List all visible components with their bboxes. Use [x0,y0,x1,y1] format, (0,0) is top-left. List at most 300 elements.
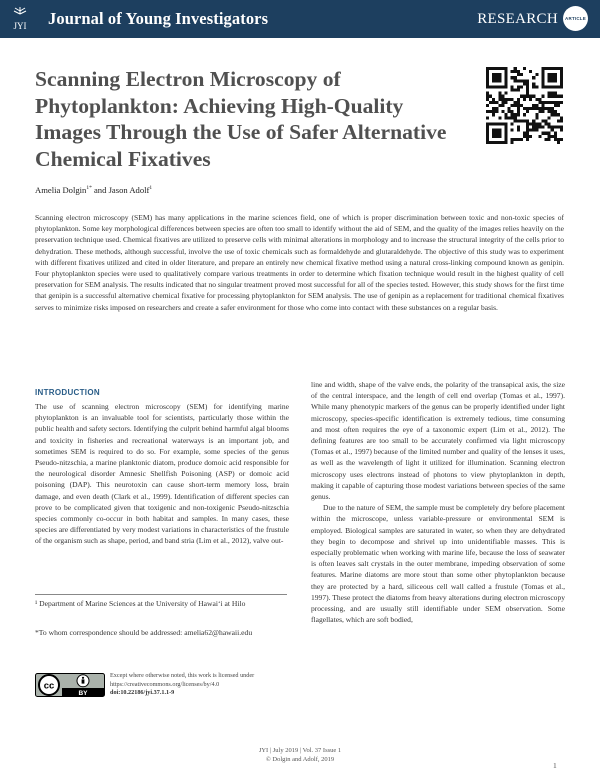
qr-module [557,119,560,122]
qr-module [514,119,517,122]
abstract: Scanning electron microscopy (SEM) has many applications in the marine sciences field, one of which is proper discrimination between toxic and non-toxic species of phytoplankton. Some key morphological differences between species are often too small to identify without the aid of SEM, and the quality of the images relies heavily on the preservation technique used. Chemical fixatives are utilized to preserve cells with minimal alterations in morphology and to increase the structural integrity of the cells prior to dehydration. These methods, although successful, involve the use of toxic chemicals such as formaldehyde and glutaraldehyde. The objective of this study was to experiment with different fixatives utilized and cited in older literature, and prepare an entirely new chemical fixative method using a natural cross-linking compound known as genipin. Four phytoplankton species were used to qualitatively compare various treatments in order to determine which fixation technique would result in the highest quality of cell preservation for SEM analysis. The results indicated that no singular treatment proved most successful for all of the species tested. However, this study shows for the first time that genipin is a successful alternative chemical fixative for processing phytoplankton for SEM analysis. The use of genipin as a replacement for traditional chemical fixatives serves to minimize risks imposed on researchers and create a safer environment for those who come into contact with these substances on a regular basis. [35,213,564,312]
license-link[interactable]: https://creativecommons.org/licenses/by/4.0 [110,680,220,688]
qr-module [495,122,498,125]
qr-module [520,119,523,122]
qr-module [554,76,557,79]
qr-module [504,82,507,85]
qr-module [511,122,514,125]
qr-module [492,67,495,70]
qr-module [523,79,526,82]
qr-module [495,141,498,144]
qr-module [554,67,557,70]
qr-module [557,141,560,144]
qr-module [554,132,557,135]
qr-module [548,138,551,141]
qr-module [535,107,538,110]
qr-module [557,101,560,104]
qr-module [557,85,560,88]
qr-module [517,126,520,129]
qr-module [545,122,548,125]
qr-module [520,73,523,76]
qr-module [486,85,489,88]
qr-module [535,113,538,116]
qr-module [560,95,563,98]
qr-module [548,122,551,125]
qr-module [492,132,495,135]
qr-module [526,85,529,88]
qr-module [523,95,526,98]
qr-module [504,129,507,132]
footnote-divider [35,594,287,595]
qr-module [548,76,551,79]
qr-module [498,85,501,88]
qr-module [532,107,535,110]
qr-module [498,116,501,119]
article-title: Scanning Electron Microscopy of Phytoplankton: Achieving High-Quality Images Through the Use of Safer Alternative Chemical Fixatives [35,67,447,171]
footnote-correspondence: *To whom correspondence should be addressed: amelia62@hawaii.edu [35,628,253,637]
qr-module [532,129,535,132]
section-heading-introduction: INTRODUCTION [35,388,100,397]
qr-module [532,119,535,122]
qr-module [495,132,498,135]
qr-module [548,67,551,70]
qr-module [495,73,498,76]
qr-module [498,104,501,107]
qr-module [526,138,529,141]
qr-module [535,85,538,88]
qr-module [529,98,532,101]
qr-module [538,107,541,110]
qr-module [535,129,538,132]
qr-module [532,85,535,88]
qr-module [489,101,492,104]
qr-module [532,126,535,129]
qr-module [535,126,538,129]
qr-module [535,98,538,101]
qr-module [517,89,520,92]
qr-module [548,126,551,129]
qr-module [532,104,535,107]
qr-module [498,132,501,135]
qr-module [541,73,544,76]
qr-module [517,101,520,104]
qr-module [526,110,529,113]
qr-module [511,98,514,101]
qr-module [511,89,514,92]
qr-module [532,76,535,79]
qr-module [504,98,507,101]
qr-module [486,138,489,141]
qr-module [504,126,507,129]
qr-module [492,129,495,132]
qr-module [548,79,551,82]
qr-module [511,110,514,113]
qr-module [508,110,511,113]
qr-module [541,79,544,82]
qr-module [492,79,495,82]
qr-module [538,126,541,129]
qr-module [517,110,520,113]
qr-module [560,116,563,119]
qr-module [554,101,557,104]
qr-module [551,107,554,110]
qr-module [492,76,495,79]
qr-module [511,116,514,119]
qr-module [501,98,504,101]
doi: doi:10.22186/jyi.37.1.1-9 [110,689,175,697]
qr-module [492,85,495,88]
qr-module [554,110,557,113]
qr-code-icon [486,67,563,144]
qr-module [523,135,526,138]
author-affiliation-mark: 1* [86,185,92,192]
qr-module [498,122,501,125]
qr-module [486,110,489,113]
qr-module [523,107,526,110]
qr-module [551,73,554,76]
qr-module [545,138,548,141]
qr-module [554,138,557,141]
license-text: Except where otherwise noted, this work is licensed under [110,672,255,679]
qr-module [511,113,514,116]
qr-module [504,135,507,138]
qr-module [501,101,504,104]
author-affiliation-mark: 1 [149,185,153,192]
qr-module [520,85,523,88]
qr-module [486,116,489,119]
qr-module [514,116,517,119]
qr-module [532,122,535,125]
qr-module [501,122,504,125]
qr-module [535,116,538,119]
qr-module [514,101,517,104]
qr-module [548,107,551,110]
qr-module [486,76,489,79]
qr-module [486,82,489,85]
qr-module [545,119,548,122]
qr-module [514,76,517,79]
qr-module [492,113,495,116]
qr-module [554,95,557,98]
qr-module [529,70,532,73]
qr-module [498,98,501,101]
qr-module [526,92,529,95]
qr-module [520,138,523,141]
qr-module [526,107,529,110]
qr-module [541,67,544,70]
qr-module [551,79,554,82]
body-paragraph: line and width, shape of the valve ends, the polarity of the transapical axis, the size of the central interspace, and the length of cell end overlap (Tomas et al., 1997). While many phenotypic markers of the genus can be properly identified under light microscopy, species-specific identification is extremely tedious, time consuming and most often requires the eye of a taxonomic expert (Lim et al., 2012). The defining features are too small to be accurately confirmed via light microscopy (Tomas et al., 1997) because of the limited number and quality of the lenses it uses, as well as the wavelength of light it utilized for illumination. Scanning electron microscopy uses electrons instead of photons to view phytoplankton in depth, making it capable of capturing those modest variations between species of the same genus. [311,380,565,502]
qr-module [486,79,489,82]
qr-module [526,119,529,122]
qr-module [504,132,507,135]
qr-module [532,95,535,98]
qr-module [486,92,489,95]
qr-module [557,104,560,107]
right-column [311,379,565,633]
qr-module [501,95,504,98]
qr-module [545,132,548,135]
qr-module [517,79,520,82]
qr-module [548,135,551,138]
qr-module [492,110,495,113]
qr-module [492,101,495,104]
qr-module [538,98,541,101]
qr-module [486,126,489,129]
qr-module [548,92,551,95]
qr-module [548,73,551,76]
qr-module [551,76,554,79]
qr-module [557,138,560,141]
qr-module [560,73,563,76]
license-notice [110,672,290,698]
qr-module [535,104,538,107]
qr-module [511,129,514,132]
qr-module [560,119,563,122]
qr-module [511,70,514,73]
qr-module [523,113,526,116]
qr-module [554,79,557,82]
logo-text: JYI [13,21,27,31]
qr-module [517,73,520,76]
qr-module [514,67,517,70]
qr-module [545,101,548,104]
qr-module [548,85,551,88]
qr-module [486,70,489,73]
qr-module [548,110,551,113]
qr-module [548,116,551,119]
qr-module [535,73,538,76]
qr-module [554,92,557,95]
qr-module [560,76,563,79]
qr-module [529,107,532,110]
qr-module [514,104,517,107]
qr-module [508,98,511,101]
qr-module [554,126,557,129]
article-badge: ARTICLE [563,6,588,31]
qr-module [498,95,501,98]
author-conjunction: and [93,185,107,195]
qr-module [526,126,529,129]
qr-module [514,89,517,92]
qr-module [511,85,514,88]
author-name: Jason Adolf [108,185,150,195]
qr-module [508,116,511,119]
qr-module [504,70,507,73]
svg-text:BY: BY [78,690,88,697]
qr-module [554,73,557,76]
qr-module [514,138,517,141]
qr-module [529,129,532,132]
qr-module [489,141,492,144]
qr-module [557,95,560,98]
qr-module [560,126,563,129]
qr-module [489,110,492,113]
qr-module [551,113,554,116]
journal-header [0,0,600,38]
qr-module [501,85,504,88]
qr-module [554,104,557,107]
qr-module [504,92,507,95]
qr-module [504,85,507,88]
qr-module [498,129,501,132]
qr-module [545,85,548,88]
qr-module [489,122,492,125]
qr-module [495,79,498,82]
qr-module [538,101,541,104]
qr-module [492,98,495,101]
journal-name: Journal of Young Investigators [48,9,269,28]
qr-module [495,67,498,70]
qr-module [511,138,514,141]
qr-module [548,132,551,135]
qr-module [560,82,563,85]
qr-module [504,101,507,104]
qr-module [551,135,554,138]
qr-module [554,85,557,88]
qr-module [498,76,501,79]
qr-module [517,98,520,101]
qr-module [520,95,523,98]
qr-module [501,104,504,107]
qr-module [504,76,507,79]
qr-module [517,107,520,110]
qr-module [557,67,560,70]
qr-module [486,104,489,107]
qr-module [560,138,563,141]
qr-module [486,141,489,144]
qr-module [535,122,538,125]
qr-module [538,122,541,125]
qr-module [504,116,507,119]
qr-module [504,138,507,141]
footnote-affiliation: ¹ Department of Marine Sciences at the University of Hawai‘i at Hilo [35,599,246,608]
qr-module [511,141,514,144]
qr-module [526,122,529,125]
qr-module [511,104,514,107]
qr-module [492,107,495,110]
qr-module [529,95,532,98]
qr-module [560,67,563,70]
qr-module [523,98,526,101]
qr-module [541,110,544,113]
qr-module [517,113,520,116]
qr-module [486,135,489,138]
qr-module [495,85,498,88]
qr-module [492,73,495,76]
qr-module [551,126,554,129]
qr-module [495,129,498,132]
qr-module [526,82,529,85]
qr-module [538,135,541,138]
qr-module [523,119,526,122]
footer-issue: JYI | July 2019 | Vol. 37 Issue 1 [258,747,342,754]
qr-module [526,129,529,132]
qr-module [501,110,504,113]
qr-module [523,82,526,85]
qr-module [514,79,517,82]
qr-module [517,104,520,107]
qr-module [511,76,514,79]
qr-module [498,92,501,95]
qr-module [541,104,544,107]
qr-module [501,67,504,70]
qr-module [489,95,492,98]
qr-module [495,76,498,79]
qr-module [495,110,498,113]
qr-module [526,135,529,138]
qr-module [548,95,551,98]
qr-module [523,132,526,135]
qr-module [551,67,554,70]
qr-module [498,141,501,144]
intro-paragraph: The use of scanning electron microscopy (SEM) for identifying marine phytoplankton is an invaluable tool for scientists, particularly those within the public health and safety sectors. Identifying the culprit behind harmful algal blooms and toxicity in fisheries and recreational waterways is an important job, and sometimes SEM is required to do so. For example, some species of the genus Pseudo-nitzschia, a marine planktonic diatom, produce domoic acid responsible for the neurological disorder Amnesic Shellfish Poisoning (ASP) or domoic acid poisoning (DAP). This neurotoxin can cause short-term memory loss, brain damage, and even death (Clark et al., 1999). Identification of different species can prove to be complicated given that toxigenic and non-toxigenic Pseudo-nitzschia species commonly co-occur in both habitat and samples. In many cases, these species are differentiated by very modest variations in characteristics of the frustule of the organism such as shape, period, and band stria (Lim et al., 2012), valve out- [35,402,289,546]
qr-module [529,135,532,138]
qr-module [514,70,517,73]
jyi-logo-icon [8,5,32,33]
cc-by-icon [35,673,105,697]
qr-module [541,82,544,85]
qr-module [541,76,544,79]
qr-module [504,73,507,76]
qr-module [501,141,504,144]
qr-module [486,98,489,101]
qr-module [560,70,563,73]
qr-module [554,135,557,138]
qr-module [520,79,523,82]
qr-module [520,104,523,107]
qr-module [517,85,520,88]
qr-module [504,79,507,82]
qr-module [492,122,495,125]
qr-module [551,129,554,132]
qr-module [495,135,498,138]
qr-module [526,79,529,82]
body-paragraph: Due to the nature of SEM, the sample must be completely dry before placement within the microscope, unless variable-pressure or environmental SEM is employed. Biological samples are saturated in water, so when they are dehydrated they begin to decompose and shrivel up into unidentifiable masses. This is especially problematic when working with marine life, because the loss of seawater is often leaves salt crystals in the outer membrane, impeding observation of some features. Marine diatoms are more stout than some other phytoplankton because they are protected by a hard, siliceous cell wall called a frustule (Tomas et al., 1997). These protect the diatoms from heavy alterations during electron microscopy processing, and are usually still identifiable under SEM observation. Some flagellates, which are soft bodied, [311,503,565,625]
qr-module [557,113,560,116]
qr-module [551,95,554,98]
qr-module [560,129,563,132]
qr-module [489,67,492,70]
qr-module [492,141,495,144]
qr-module [486,129,489,132]
qr-module [541,70,544,73]
qr-module [517,129,520,132]
qr-module [523,67,526,70]
qr-module [498,67,501,70]
qr-module [495,101,498,104]
qr-module [504,141,507,144]
qr-module [498,135,501,138]
qr-module [517,70,520,73]
qr-module [551,110,554,113]
svg-text:cc: cc [43,680,55,692]
section-label: RESEARCH [477,11,558,27]
qr-module [545,107,548,110]
qr-module [514,113,517,116]
qr-module [541,95,544,98]
qr-module [545,67,548,70]
footer-copyright: © Dolgin and Adolf, 2019 [265,756,335,763]
qr-module [541,132,544,135]
qr-module [554,113,557,116]
qr-module [486,67,489,70]
qr-module [526,95,529,98]
qr-module [492,135,495,138]
qr-module [498,73,501,76]
qr-module [551,85,554,88]
qr-module [517,138,520,141]
